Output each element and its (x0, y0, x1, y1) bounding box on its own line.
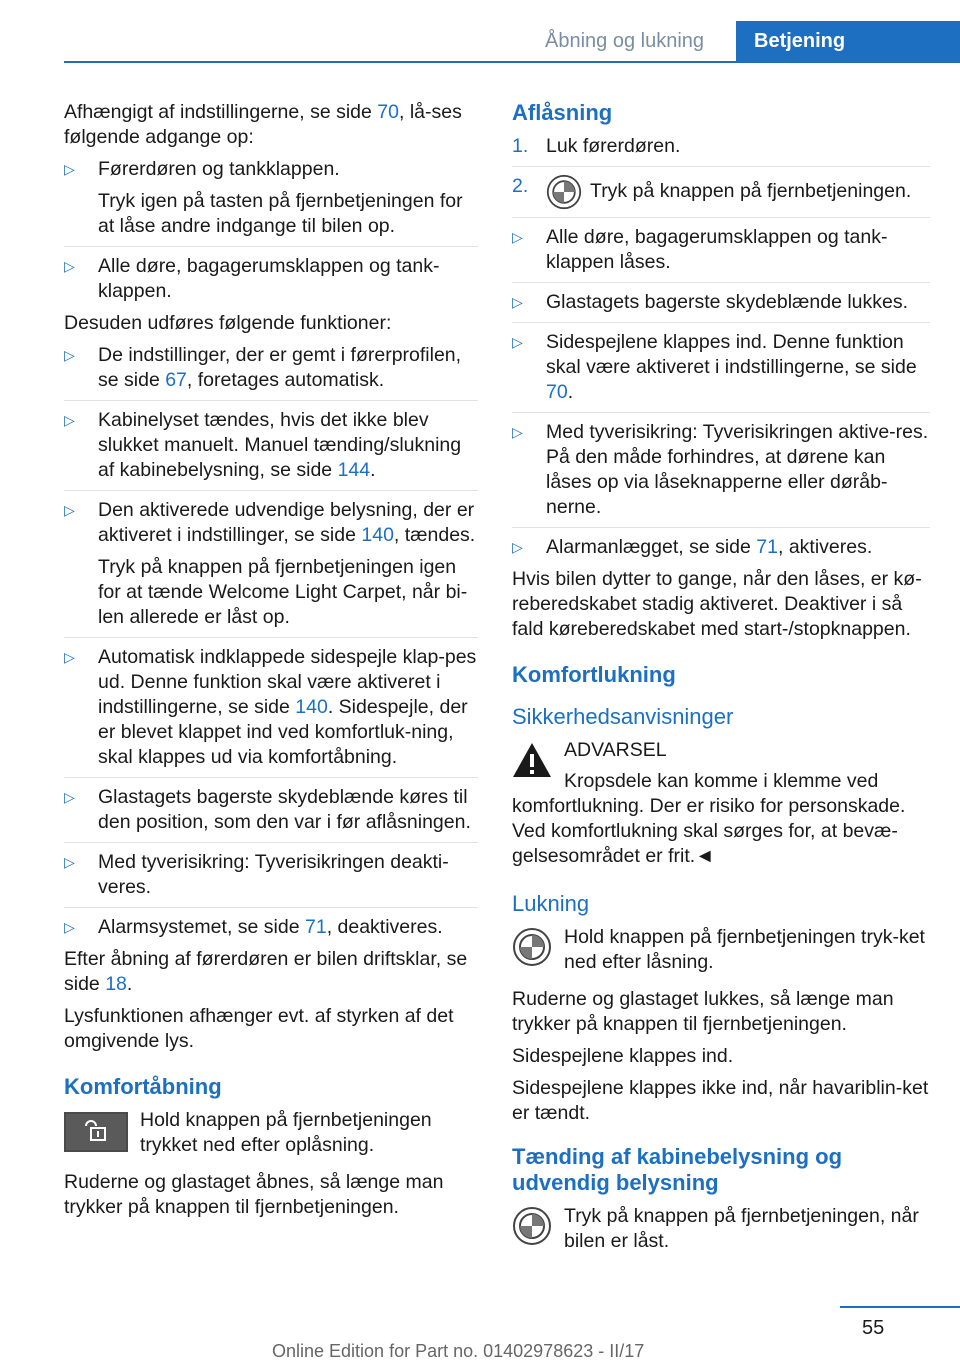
right-column (512, 100, 930, 1254)
header-section-title: Åbning og lukning (545, 30, 705, 52)
header-chapter-tab (736, 21, 960, 61)
triangle-bullet-icon: ▷ (512, 424, 523, 440)
list-item (512, 412, 930, 527)
list-text: Sidespejlene klappes ind. Denne funktion skal være aktiveret i indstillingerne, se side (546, 331, 917, 378)
list-text: Med tyverisikring: Tyverisikringen aktive-res. På den måde forhindres, at dørene kan låses op via låseknapperne eller døråb-nerne. (546, 421, 929, 518)
header-chapter-label: Betjening (754, 30, 846, 52)
list-text: Førerdøren og tankklappen. (98, 158, 340, 180)
list-text: Alarmsystemet, se side (98, 916, 305, 938)
lukning-p3: Sidespejlene klappes ikke ind, når havariblin-ket er tændt. (512, 1077, 929, 1124)
triangle-bullet-icon: ▷ (64, 789, 75, 805)
triangle-bullet-icon: ▷ (64, 412, 75, 428)
step-number: 1. (512, 135, 529, 157)
unlock-button-icon (64, 1112, 128, 1152)
list-item (64, 157, 478, 246)
safety-heading: Sikkerhedsanvisninger (512, 704, 734, 729)
page-link-71[interactable]: 71 (304, 916, 327, 938)
taending-icon-row (512, 1204, 930, 1254)
page-link-70[interactable]: 70 (546, 381, 568, 403)
list-item (64, 842, 478, 907)
list-item (64, 490, 478, 637)
ready-text-end: . (126, 973, 133, 995)
warning-block (512, 738, 930, 763)
list-item (512, 282, 930, 322)
triangle-bullet-icon: ▷ (512, 229, 523, 245)
list-item (64, 246, 478, 311)
komfortabning-heading: Komfortåbning (64, 1074, 222, 1099)
list-text: , deaktiveres. (326, 916, 443, 938)
aflasning-results (512, 217, 930, 567)
triangle-bullet-icon: ▷ (64, 502, 75, 518)
footer-rule (840, 1306, 960, 1308)
list-text: . (370, 459, 376, 481)
step-item (512, 134, 930, 166)
access-list (64, 157, 478, 311)
list-text: . (567, 381, 574, 403)
light-paragraph: Lysfunktionen afhænger evt. af styrken af det omgivende lys. (64, 1005, 454, 1052)
list-text: Glastagets bagerste skydeblænde lukkes. (546, 291, 909, 313)
lukning-heading: Lukning (512, 891, 590, 916)
triangle-bullet-icon: ▷ (64, 649, 75, 665)
list-subtext: Tryk på knappen på fjernbetjeningen igen for at tænde Welcome Light Carpet, når bi-len allerede er låst op. (98, 556, 468, 628)
komfortabning-icon-text: Hold knappen på fjernbetjeningen trykket ned efter oplåsning. (140, 1109, 432, 1156)
triangle-bullet-icon: ▷ (64, 919, 75, 935)
warning-text: Kropsdele kan komme i klemme ved komfortlukning. Der er risiko for personskade. Ved komfortlukning skal sørges for, at bevæ-gelsesområdet er frit.◄ (512, 770, 906, 867)
ready-paragraph (64, 947, 478, 997)
list-item (64, 907, 478, 947)
list-text: Alle døre, bagagerumsklappen og tank-klappen. (98, 255, 440, 302)
triangle-bullet-icon: ▷ (64, 258, 75, 274)
list-item (512, 527, 930, 567)
list-text: Alarmanlægget, se side (546, 536, 757, 558)
list-text: . Sidespejle, der er blevet klappet ind ved komfortluk-ning, skal klappes ud via komfortåbning. (98, 696, 468, 768)
edition-text: Online Edition for Part no. 01402978623 - II/17 (272, 1341, 645, 1361)
left-column (64, 100, 478, 1227)
taending-icon-text: Tryk på knappen på fjernbetjeningen, når bilen er låst. (564, 1205, 919, 1252)
bmw-roundel-icon (546, 174, 582, 210)
step-item (512, 166, 930, 217)
page-link-144[interactable]: 144 (337, 459, 371, 481)
page-link-67[interactable]: 67 (165, 369, 187, 391)
step-text: Tryk på knappen på fjernbetjeningen. (590, 180, 912, 203)
page-header (0, 0, 960, 62)
list-text: Med tyverisikring: Tyverisikringen deakti-veres. (98, 851, 449, 898)
list-text: Alle døre, bagagerumsklappen og tank-klappen låses. (546, 226, 888, 273)
functions-intro: Desuden udføres følgende funktioner: (64, 312, 392, 334)
komfortabning-body: Ruderne og glastaget åbnes, så længe man trykker på knappen til fjernbetjeningen. (64, 1171, 444, 1218)
lukning-icon-text: Hold knappen på fjernbetjeningen tryk-ket ned efter låsning. (564, 926, 925, 973)
list-item (64, 343, 478, 400)
aflasning-heading: Aflåsning (512, 100, 613, 125)
list-text: Den aktiverede udvendige belysning, der er aktiveret i indstillinger, se side (98, 499, 475, 546)
page-link-140[interactable]: 140 (295, 696, 328, 718)
list-text: Kabinelyset tændes, hvis det ikke blev slukket manuelt. Manuel tænding/slukning af kabinebelysning, se side (98, 409, 462, 481)
list-item (512, 225, 930, 282)
triangle-bullet-icon: ▷ (512, 334, 523, 350)
intro-paragraph (64, 100, 478, 150)
lukning-icon-row (512, 925, 930, 975)
lukning-p1: Ruderne og glastaget lukkes, så længe man trykker på knappen til fjernbetjeningen. (512, 988, 894, 1035)
list-text: , foretages automatisk. (186, 369, 385, 391)
triangle-bullet-icon: ▷ (64, 161, 75, 177)
bmw-roundel-icon (512, 927, 552, 967)
warning-triangle-icon (512, 742, 552, 778)
bmw-roundel-icon (512, 1206, 552, 1246)
list-text: Glastagets bagerste skydeblænde køres til den position, som den var i før aflåsningen. (98, 786, 471, 833)
list-text: , tændes. (393, 524, 476, 546)
list-subtext: Tryk igen på tasten på fjernbetjeningen for at låse andre indgange til bilen op. (98, 190, 463, 237)
step-number: 2. (512, 175, 529, 197)
list-item (512, 322, 930, 412)
list-item (64, 777, 478, 842)
page-link-70[interactable]: 70 (377, 101, 399, 123)
triangle-bullet-icon: ▷ (512, 294, 523, 310)
ready-text: Efter åbning af førerdøren er bilen driftsklar, se side (64, 948, 468, 995)
lukning-p2: Sidespejlene klappes ind. (512, 1045, 734, 1067)
header-rule (64, 61, 960, 63)
intro-text: Afhængigt af indstillingerne, se side (64, 101, 378, 123)
aflasning-after: Hvis bilen dytter to gange, når den låses, er kø-reberedskabet stadig aktiveret. Deaktiver i så fald køreberedskabet med start-/stopknappen. (512, 568, 922, 640)
triangle-bullet-icon: ▷ (64, 854, 75, 870)
list-text: , aktiveres. (777, 536, 873, 558)
page-number: 55 (862, 1317, 885, 1339)
page-link-18[interactable]: 18 (105, 973, 127, 995)
triangle-bullet-icon: ▷ (512, 539, 523, 555)
aflasning-steps (512, 134, 930, 217)
triangle-bullet-icon: ▷ (64, 347, 75, 363)
page-link-71[interactable]: 71 (756, 536, 778, 558)
list-text: De indstillinger, der er gemt i førerprofilen, se side (98, 344, 462, 391)
functions-list (64, 343, 478, 947)
intro-text-end: , lå-ses følgende adgange op: (64, 101, 462, 148)
list-text: Automatisk indklappede sidespejle klap-pes ud. Denne funktion skal være aktiveret i indstillingerne, se side (98, 646, 477, 718)
warning-title: ADVARSEL (564, 739, 667, 761)
page-link-140[interactable]: 140 (361, 524, 394, 546)
list-item (64, 400, 478, 490)
komfortabning-icon-row (64, 1108, 478, 1158)
komfortlukning-heading: Komfortlukning (512, 662, 676, 687)
list-item (64, 637, 478, 777)
taending-heading: Tænding af kabinebelysning og udvendig belysning (512, 1144, 843, 1195)
step-text: Luk førerdøren. (546, 135, 681, 157)
